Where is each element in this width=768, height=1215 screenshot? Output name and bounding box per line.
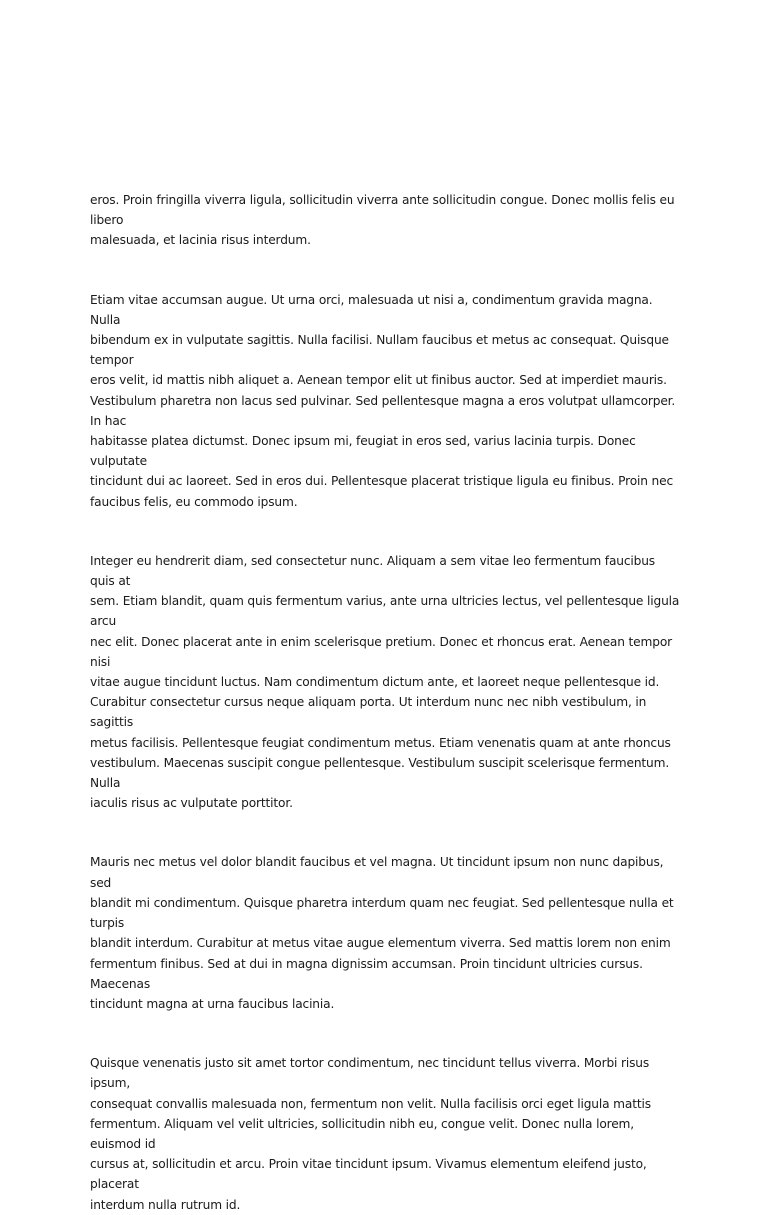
document-page — [90, 190, 680, 1215]
paragraph-4: Mauris nec metus vel dolor blandit faucibus et vel magna. Ut tincidunt ipsum non nunc dapibus, sed blandit mi condimentum. Quisque pharetra interdum quam nec feugiat. Sed pellentesque nulla et turpis blandit interdum. Curabitur at metus vitae augue elementum viverra. Sed mattis lorem non enim fermentum finibus. Sed at dui in magna dignissim accumsan. Proin tincidunt ultricies cursus. Maecenas tincidunt magna at urna faucibus lacinia. — [90, 855, 674, 1011]
paragraph-1: eros. Proin fringilla viverra ligula, sollicitudin viverra ante sollicitudin congue. Donec mollis felis eu libero malesuada, et lacinia risus interdum. — [90, 193, 675, 248]
paragraph-5: Quisque venenatis justo sit amet tortor condimentum, nec tincidunt tellus viverra. Morbi risus ipsum, consequat convallis malesuada non, fermentum non velit. Nulla facilisis orci eget ligula mattis fermentum. Aliquam vel velit ultricies, sollicitudin nibh eu, congue velit. Donec nulla lorem, euismod id cursus at, sollicitudin et arcu. Proin vitae tincidunt ipsum. Vivamus elementum eleifend justo, placerat interdum nulla rutrum id. — [90, 1056, 651, 1212]
paragraph-2: Etiam vitae accumsan augue. Ut urna orci, malesuada ut nisi a, condimentum gravida magna. Nulla bibendum ex in vulputate sagittis. Nulla facilisi. Nullam faucibus et metus ac consequat. Quisque tempor eros velit, id mattis nibh aliquet a. Aenean tempor elit ut finibus auctor. Sed at imperdiet mauris. Vestibulum pharetra non lacus sed pulvinar. Sed pellentesque magna a eros volutpat ullamcorper. In hac habitasse platea dictumst. Donec ipsum mi, feugiat in eros sed, varius lacinia turpis. Donec vulputate tincidunt dui ac laoreet. Sed in eros dui. Pellentesque placerat tristique ligula eu finibus. Proin nec faucibus felis, eu commodo ipsum. — [90, 292, 676, 509]
paragraph-3: Integer eu hendrerit diam, sed consectetur nunc. Aliquam a sem vitae leo fermentum faucibus quis at sem. Etiam blandit, quam quis fermentum varius, ante urna ultricies lectus, vel pellentesque ligula arcu nec elit. Donec placerat ante in enim scelerisque pretium. Donec et rhoncus erat. Aenean tempor nisi vitae augue tincidunt luctus. Nam condimentum dictum ante, et laoreet neque pellentesque id. Curabitur consectetur cursus neque aliquam porta. Ut interdum nunc nec nibh vestibulum, in sagittis metus facilisis. Pellentesque feugiat condimentum metus. Etiam venenatis quam at ante rhoncus vestibulum. Maecenas suscipit congue pellentesque. Vestibulum suscipit scelerisque fermentum. Nulla iaculis risus ac vulputate porttitor. — [90, 553, 680, 811]
